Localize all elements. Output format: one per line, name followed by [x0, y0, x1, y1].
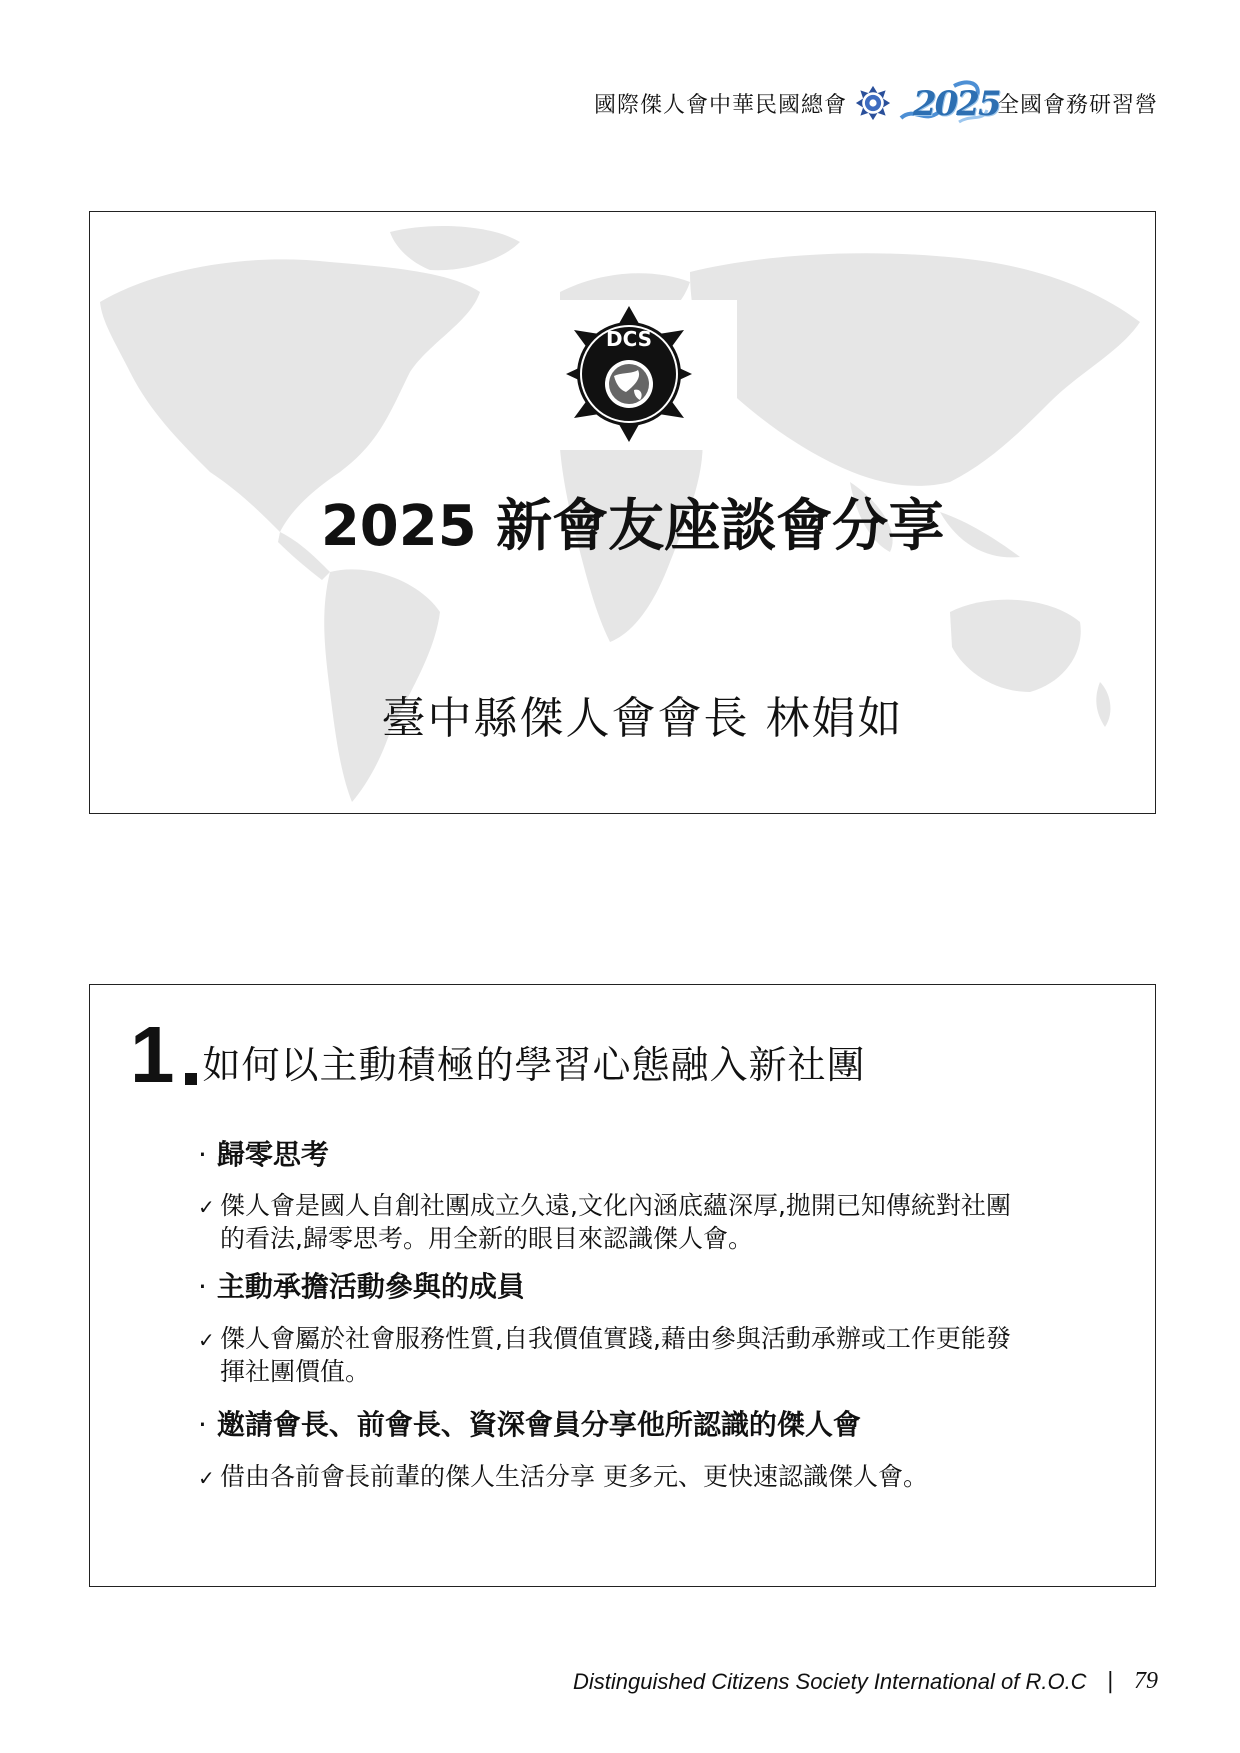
dcs-emblem-icon — [562, 302, 696, 446]
check-icon: ✓ — [198, 1195, 215, 1219]
bullet-dot: · — [198, 1270, 207, 1303]
page-footer — [573, 1668, 1158, 1695]
footer-separator: | — [1106, 1669, 1114, 1694]
slide-title: 2025 新會友座談會分享 — [320, 494, 945, 559]
check-item — [198, 1461, 1078, 1494]
check-icon: ✓ — [198, 1328, 215, 1352]
title-slide — [89, 211, 1156, 814]
section-number: 1 — [130, 1010, 175, 1099]
check-icon: ✓ — [198, 1466, 215, 1490]
content-slide — [89, 984, 1156, 1587]
org-name: 國際傑人會中華民國總會 — [593, 92, 847, 118]
society-name: Distinguished Citizens Society International of R.O.C — [573, 1668, 1087, 1694]
bullet-item — [198, 1403, 861, 1443]
dcs-seal-icon — [855, 85, 891, 121]
bullet-item — [198, 1265, 525, 1305]
slide-subtitle: 臺中縣傑人會會長 林娟如 — [381, 693, 904, 744]
section-heading-row — [130, 1010, 866, 1099]
dcs-emblem-text: DCS — [605, 327, 653, 351]
check-item — [198, 1190, 1078, 1255]
check-line: 揮社團價值。 — [220, 1357, 371, 1386]
check-line: 借由各前會長前輩的傑人生活分享 更多元、更快速認識傑人會。 — [220, 1462, 928, 1491]
bullet-dot: · — [198, 1408, 207, 1441]
check-line: 傑人會屬於社會服務性質,自我價值實踐,藉由參與活動承辦或工作更能發 — [220, 1324, 1011, 1353]
bullet-label: 歸零思考 — [216, 1138, 329, 1171]
check-item — [198, 1323, 1078, 1388]
number-dot — [185, 1073, 197, 1085]
page-number: 79 — [1134, 1668, 1158, 1694]
dcs-logo-tile — [522, 300, 737, 450]
bullet-dot: · — [198, 1138, 207, 1171]
check-line: 的看法,歸零思考。用全新的眼目來認識傑人會。 — [220, 1224, 753, 1253]
page-header — [594, 78, 1158, 128]
camp-name: 全國會務研習營 — [996, 92, 1158, 118]
check-line: 傑人會是國人自創社團成立久遠,文化內涵底蘊深厚,拋開已知傳統對社團 — [220, 1191, 1011, 1220]
year-text: 2025 — [912, 84, 1000, 124]
bullet-label: 主動承擔活動參與的成員 — [216, 1270, 525, 1303]
bullet-item — [198, 1133, 329, 1173]
section-heading: 如何以主動積極的學習心態融入新社團 — [202, 1043, 866, 1087]
bullet-label: 邀請會長、前會長、資深會員分享他所認識的傑人會 — [216, 1408, 861, 1441]
year-2025-logo — [899, 78, 1000, 128]
